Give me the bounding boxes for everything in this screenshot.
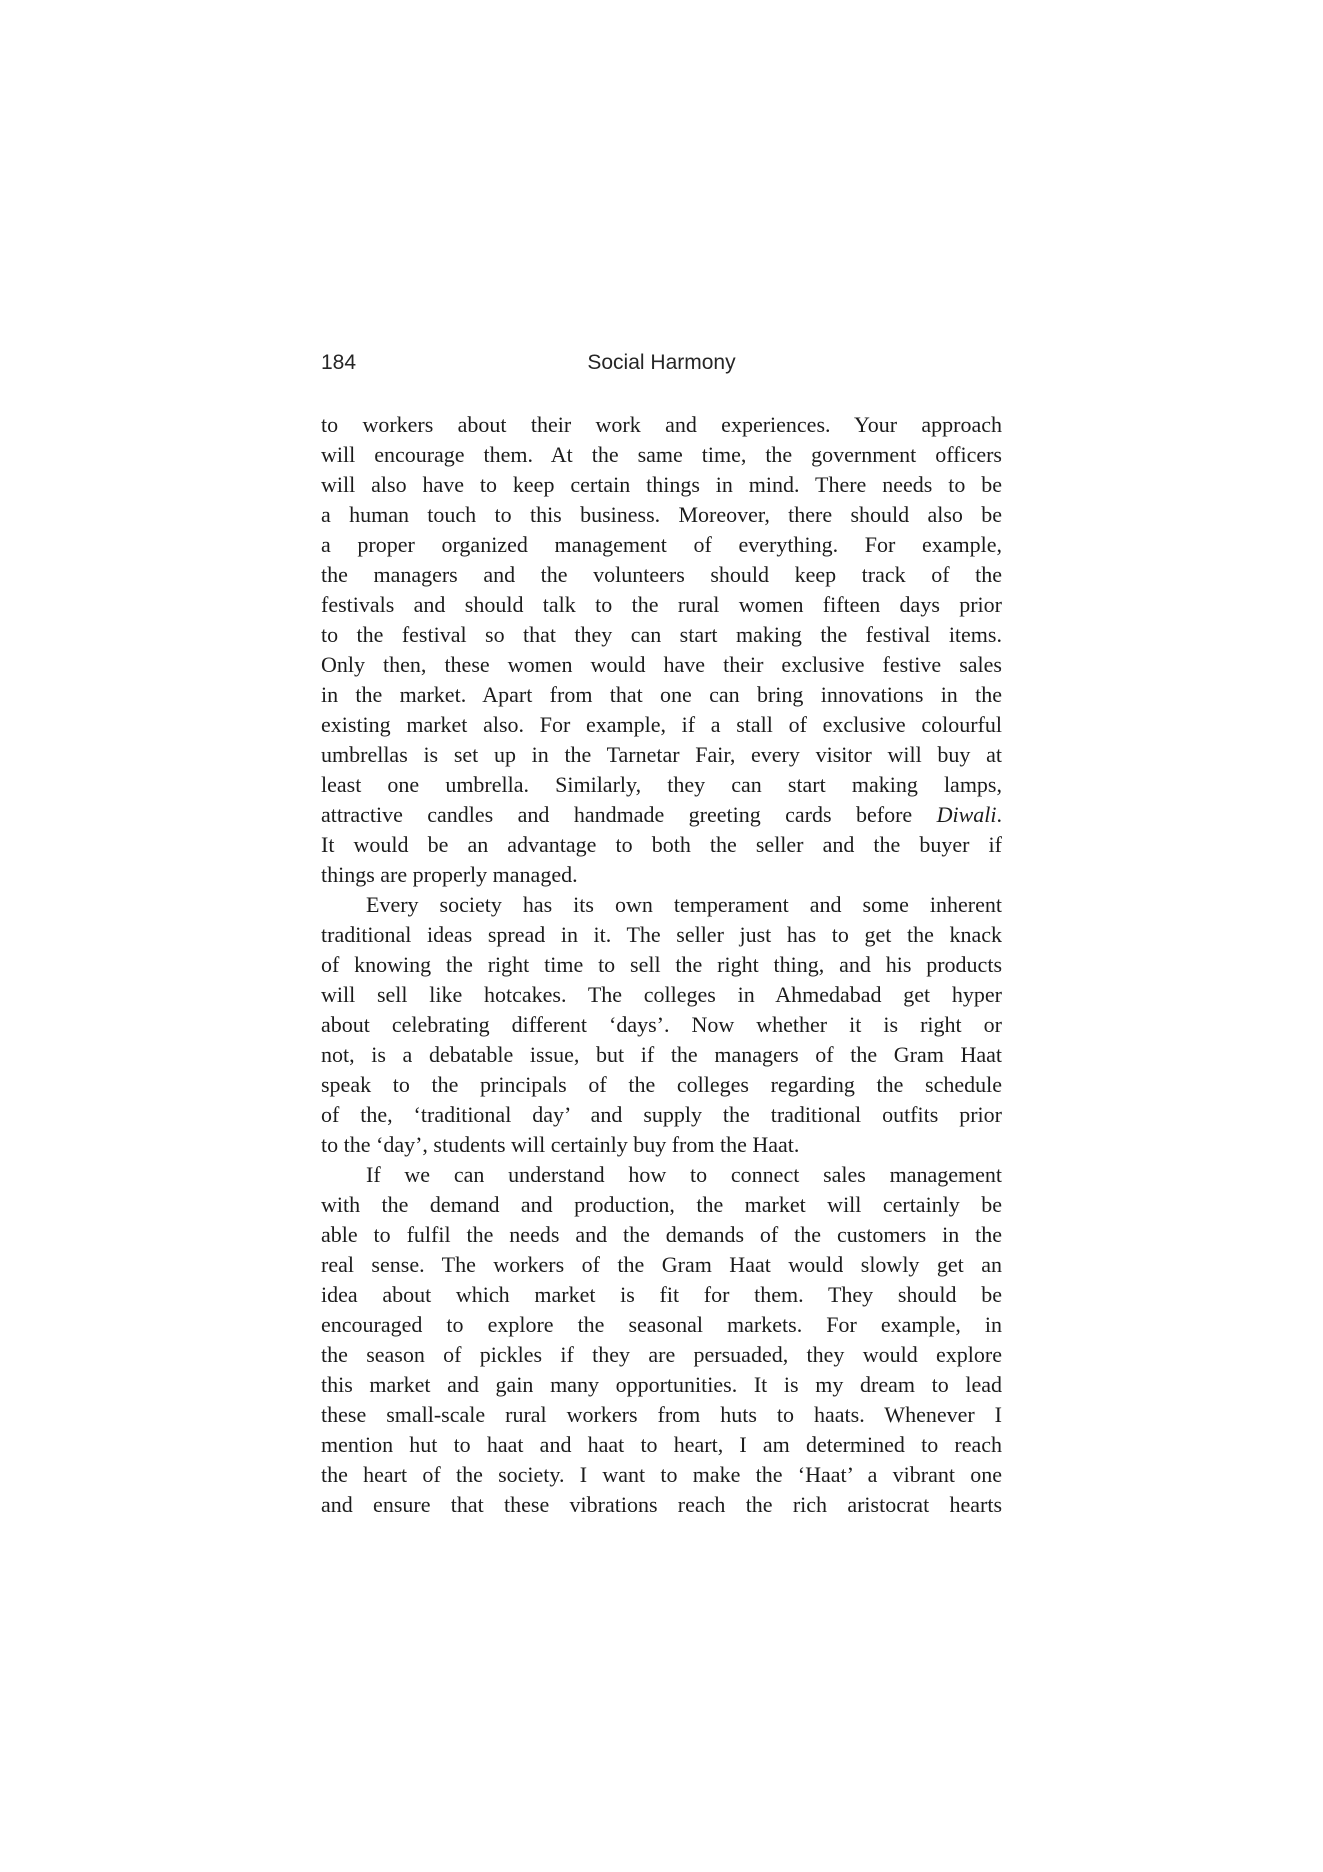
paragraph bbox=[321, 890, 1002, 1160]
text-line: idea about which market is fit for them. They should be bbox=[321, 1282, 1002, 1307]
text-line: Only then, these women would have their exclusive festive sales bbox=[321, 652, 1002, 677]
text-line: of the, ‘traditional day’ and supply the traditional outfits prior bbox=[321, 1102, 1002, 1127]
text-line: about celebrating different ‘days’. Now whether it is right or bbox=[321, 1012, 1002, 1037]
text-line: the season of pickles if they are persuaded, they would explore bbox=[321, 1342, 1002, 1367]
text-line: encouraged to explore the seasonal markets. For example, in bbox=[321, 1312, 1002, 1337]
paragraph bbox=[321, 1160, 1002, 1520]
text-line: and ensure that these vibrations reach the rich aristocrat hearts bbox=[321, 1492, 1002, 1517]
text-line: not, is a debatable issue, but if the managers of the Gram Haat bbox=[321, 1042, 1002, 1067]
running-header bbox=[321, 351, 1002, 375]
text-line: to workers about their work and experiences. Your approach bbox=[321, 412, 1002, 437]
text-line: things are properly managed. bbox=[321, 862, 578, 887]
text-line: the managers and the volunteers should keep track of the bbox=[321, 562, 1002, 587]
text-line: of knowing the right time to sell the right thing, and his products bbox=[321, 952, 1002, 977]
text-line: existing market also. For example, if a stall of exclusive colourful bbox=[321, 712, 1002, 737]
text-line: this market and gain many opportunities. It is my dream to lead bbox=[321, 1372, 1002, 1397]
text-line: mention hut to haat and haat to heart, I am determined to reach bbox=[321, 1432, 1002, 1457]
text-line: speak to the principals of the colleges regarding the schedule bbox=[321, 1072, 1002, 1097]
text-line: Every society has its own temperament and some inherent bbox=[366, 892, 1002, 917]
text-line: attractive candles and handmade greeting cards before Diwali. bbox=[321, 802, 1002, 827]
text-line: the heart of the society. I want to make the ‘Haat’ a vibrant one bbox=[321, 1462, 1002, 1487]
text-block bbox=[321, 410, 1002, 1520]
text-line: least one umbrella. Similarly, they can start making lamps, bbox=[321, 772, 1002, 797]
text-line: a proper organized management of everything. For example, bbox=[321, 532, 1002, 557]
paragraph bbox=[321, 410, 1002, 890]
header-title: Social Harmony bbox=[587, 351, 736, 374]
text-line: If we can understand how to connect sales management bbox=[366, 1162, 1002, 1187]
text-line: to the festival so that they can start making the festival items. bbox=[321, 622, 1002, 647]
page-number: 184 bbox=[321, 351, 357, 374]
text-line: will encourage them. At the same time, the government officers bbox=[321, 442, 1002, 467]
text-line: with the demand and production, the market will certainly be bbox=[321, 1192, 1002, 1217]
text-line: will also have to keep certain things in mind. There needs to be bbox=[321, 472, 1002, 497]
text-line: able to fulfil the needs and the demands of the customers in the bbox=[321, 1222, 1002, 1247]
text-line: to the ‘day’, students will certainly buy from the Haat. bbox=[321, 1132, 800, 1157]
text-line: real sense. The workers of the Gram Haat would slowly get an bbox=[321, 1252, 1002, 1277]
text-line: It would be an advantage to both the seller and the buyer if bbox=[321, 832, 1002, 857]
text-line: traditional ideas spread in it. The seller just has to get the knack bbox=[321, 922, 1002, 947]
text-line: in the market. Apart from that one can bring innovations in the bbox=[321, 682, 1002, 707]
text-line: these small-scale rural workers from huts to haats. Whenever I bbox=[321, 1402, 1002, 1427]
text-line: will sell like hotcakes. The colleges in Ahmedabad get hyper bbox=[321, 982, 1002, 1007]
text-line: festivals and should talk to the rural women fifteen days prior bbox=[321, 592, 1002, 617]
text-line: a human touch to this business. Moreover, there should also be bbox=[321, 502, 1002, 527]
text-line: umbrellas is set up in the Tarnetar Fair, every visitor will buy at bbox=[321, 742, 1002, 767]
